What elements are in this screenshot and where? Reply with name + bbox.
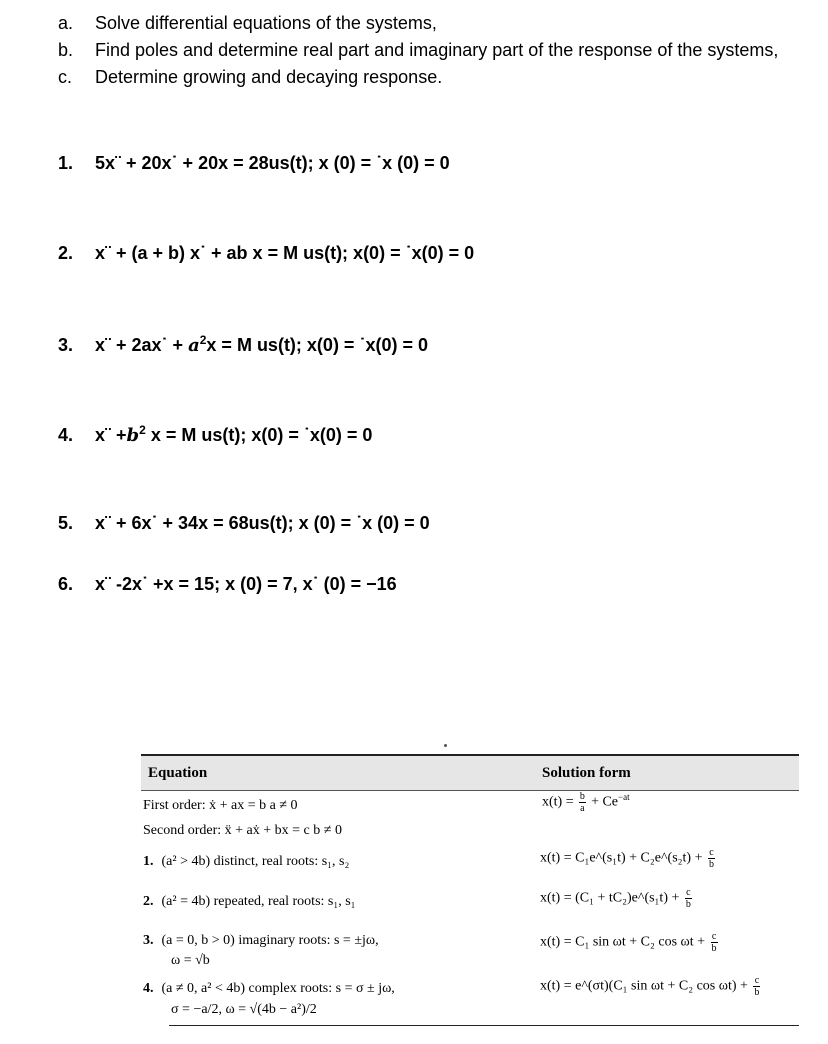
problem-4: 4. x¨ $+b^2$ x = M us(t); x(0) = ˙x(0) = 0 [58,423,373,446]
task-b: b. Find poles and determine real part and imaginary part of the response of the systems, [58,40,779,60]
task-list [58,10,778,91]
problem-6: 6. x¨ -2x˙ +x = 15; x (0) = 7, x˙ (0) = −16 [58,574,397,594]
problem-1: 1. 5x¨ + 20x˙ + 20x = 28us(t); x (0) = ˙x (0) = 0 [58,153,450,173]
table-row-4-solution: x(t) = e^(σt)(C₁ sin ωt + C₂ cos ωt) + $\frac{c}{b}$ [540,975,760,998]
solution-form-table [141,754,799,1026]
table-row-3-condition: 3. (a = 0, b > 0) imaginary roots: s = ±jω, [143,933,379,948]
header-equation: Equation [148,765,208,781]
task-a: a. Solve differential equations of the systems, [58,13,437,33]
first-order-solution: x(t) = $\frac{b}{a}$ + $Ce^{-at}$ [542,791,630,814]
table-row-2-condition: 2. (a² = 4b) repeated, real roots: s₁, s₁ [143,894,356,909]
table-row-4-condition: 4. (a ≠ 0, a² < 4b) complex roots: s = σ ± jω, [143,981,395,996]
table-row-3-condition-line2: ω = √b [171,953,210,968]
table-row-1-solution: x(t) = C₁e^(s₁t) + C₂e^(s₂t) + $\frac{c}{b}$ [540,847,714,870]
table-row-3-solution: x(t) = C₁ sin ωt + C₂ cos ωt + $\frac{c}{b}$ [540,931,717,954]
table-bottom-rule [169,1025,799,1026]
problem-2: 2. x¨ + (a + b) x˙ + ab x = M us(t); x(0) = ˙x(0) = 0 [58,243,475,263]
header-solution: Solution form [542,765,631,781]
table-row-4-condition-line2: σ = −a/2, ω = √(4b − a²)/2 [171,1002,317,1017]
table-header [141,756,799,791]
stray-dot [444,744,447,747]
problem-3: 3. x¨ + 2ax˙ + $a^2x = M$ us(t); x(0) = ˙x(0) = 0 [58,333,428,356]
first-order-equation: First order: ẋ + ax = b a ≠ 0 [143,798,298,813]
fraction: $\frac{b}{a}$ [579,791,585,814]
table-row-2-solution: x(t) = (C₁ + tC₂)e^(s₁t) + $\frac{c}{b}$ [540,887,691,910]
second-order-equation: Second order: ẍ + aẋ + bx = c b ≠ 0 [143,823,342,838]
task-c: c. Determine growing and decaying response. [58,67,443,87]
problem-5: 5. x¨ + 6x˙ + 34x = 68us(t); x (0) = ˙x (0) = 0 [58,513,430,533]
table-row-1-condition: 1. (a² > 4b) distinct, real roots: s₁, s₂ [143,854,350,869]
